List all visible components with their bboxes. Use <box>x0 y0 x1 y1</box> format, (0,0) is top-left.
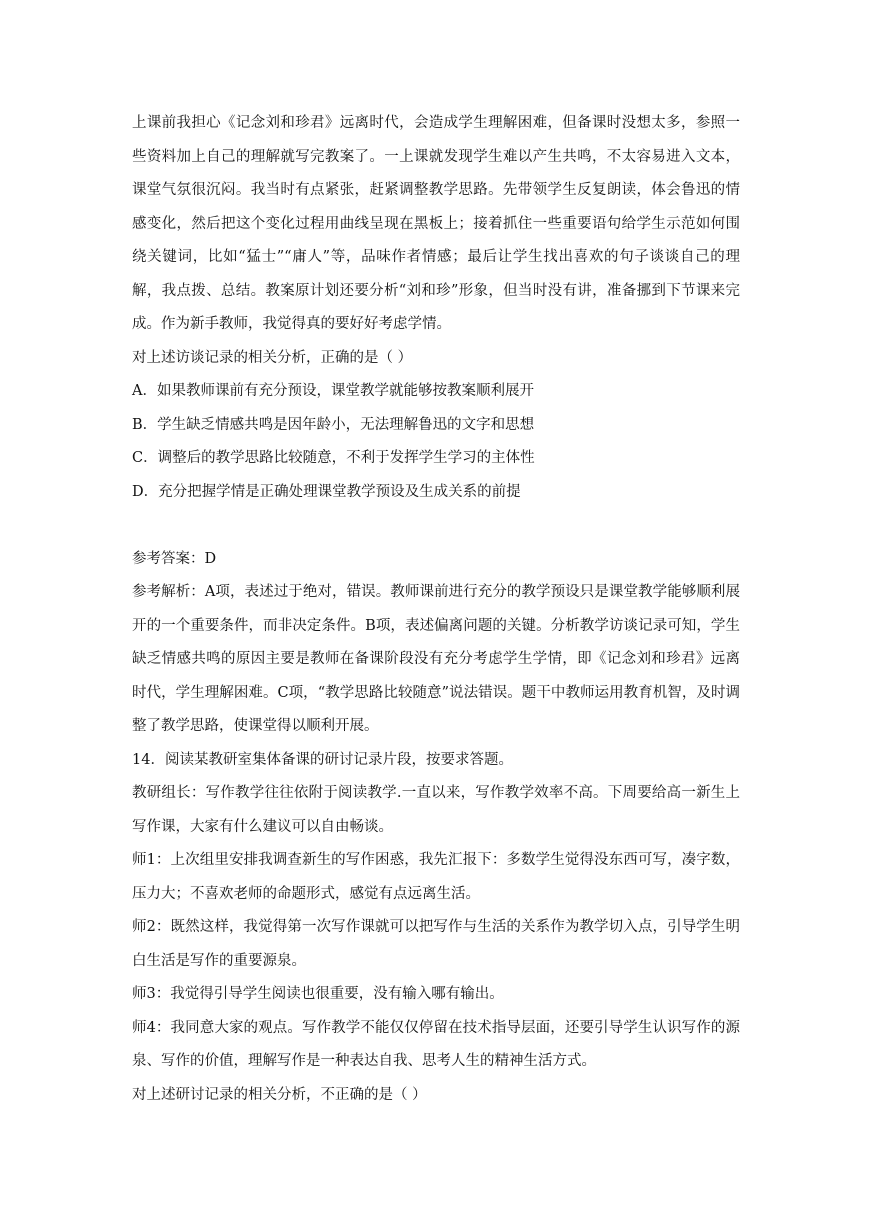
reference-analysis: 参考解析：A项，表述过于绝对，错误。教师课前进行充分的教学预设只是课堂教学能够顺利展开的一个重要条件，而非决定条件。B项，表述偏离问题的关键。分析教学访谈记录可知，学生缺乏情感共鸣的原因主要是教师在备课阶段没有充分考虑学生学情，即《记念刘和珍君》远离时代，学生理解困难。C项，“教学思路比较随意”说法错误。题干中教师运用教育机智，及时调整了教学思路，使课堂得以顺利开展。 <box>132 584 740 734</box>
blank-gap <box>132 509 740 543</box>
record-line-teacher-2: 师2：既然这样，我觉得第一次写作课就可以把写作与生活的关系作为教学切入点，引导学生明白生活是写作的重要源泉。 <box>132 919 740 969</box>
option-a: A．如果教师课前有充分预设，课堂教学就能够按教案顺利展开 <box>132 383 534 399</box>
option-c: C．调整后的教学思路比较随意，不利于发挥学生学习的主体性 <box>132 450 535 466</box>
record-line-teacher-1: 师1：上次组里安排我调查新生的写作困惑，我先汇报下：多数学生觉得没东西可写，凑字数，压力大；不喜欢老师的命题形式，感觉有点远离生活。 <box>132 852 740 902</box>
question-14-title: 14．阅读某教研室集体备课的研讨记录片段，按要求答题。 <box>132 751 513 768</box>
document-body <box>132 107 740 1112</box>
question-14-stem: 对上述研讨记录的相关分析，不正确的是（ ） <box>132 1086 427 1103</box>
record-line-teacher-3: 师3：我觉得引导学生阅读也很重要，没有输入哪有输出。 <box>132 986 504 1002</box>
reference-answer: 参考答案：D <box>132 550 217 567</box>
question-13-stem: 对上述访谈记录的相关分析，正确的是（ ） <box>132 349 413 366</box>
option-d: D．充分把握学情是正确处理课堂教学预设及生成关系的前提 <box>132 483 521 500</box>
interview-paragraph: 上课前我担心《记念刘和珍君》远离时代，会造成学生理解困难，但备课时没想太多，参照一些资料加上自己的理解就写完教案了。一上课就发现学生难以产生共鸣，不太容易进入文本，课堂气氛很沉闷。我当时有点紧张，赶紧调整教学思路。先带领学生反复朗读，体会鲁迅的情感变化，然后把这个变化过程用曲线呈现在黑板上；接着抓住一些重要语句给学生示范如何围绕关键词，比如“猛士”“庸人”等，品味作者情感；最后让学生找出喜欢的句子谈谈自己的理解，我点拨、总结。教案原计划还要分析“刘和珍”形象，但当时没有讲，准备挪到下节课来完成。作为新手教师，我觉得真的要好好考虑学情。 <box>132 115 740 332</box>
record-line-teacher-4: 师4：我同意大家的观点。写作教学不能仅仅停留在技术指导层面，还要引导学生认识写作的源泉、写作的价值，理解写作是一种表达自我、思考人生的精神生活方式。 <box>132 1019 740 1069</box>
option-b: B．学生缺乏情感共鸣是因年龄小，无法理解鲁迅的文字和思想 <box>132 416 535 433</box>
record-line-leader: 教研组长：写作教学往往依附于阅读教学.一直以来，写作教学效率不高。下周要给高一新生上写作课，大家有什么建议可以自由畅谈。 <box>132 785 740 835</box>
